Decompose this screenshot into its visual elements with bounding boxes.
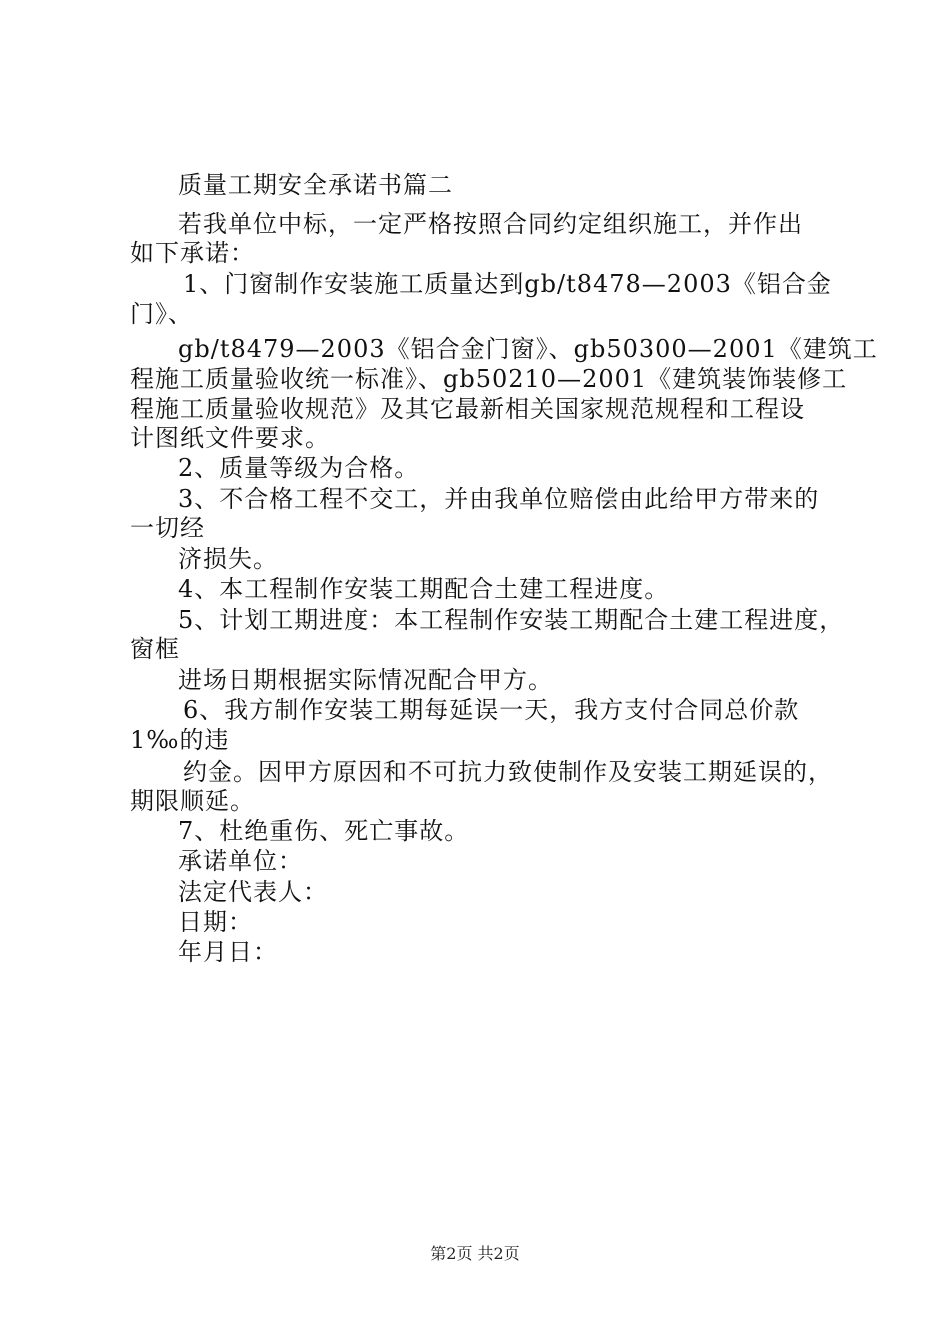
doc-line: 济损失。 [178,545,278,573]
doc-line: 4、本工程制作安装工期配合土建工程进度。 [178,575,670,603]
doc-line: 若我单位中标，一定严格按照合同约定组织施工，并作出 [178,210,803,238]
doc-line: 计图纸文件要求。 [130,424,330,452]
doc-line: 进场日期根据实际情况配合甲方。 [178,666,553,694]
legal-representative-label: 法定代表人： [178,878,328,906]
doc-line: 程施工质量验收统一标准》、gb50210—2001《建筑装饰装修工 [130,365,848,393]
year-month-day-label: 年月日： [178,938,278,966]
doc-line: 2、质量等级为合格。 [178,454,420,482]
doc-line: 1、门窗制作安装施工质量达到gb/t8478—2003《铝合金 [183,270,832,298]
doc-line: gb/t8479—2003《铝合金门窗》、gb50300—2001《建筑工 [178,335,878,363]
doc-line: 窗框 [130,635,180,663]
doc-line: 5、计划工期进度：本工程制作安装工期配合土建工程进度， [178,606,845,634]
doc-line: 程施工质量验收规范》及其它最新相关国家规范规程和工程设 [130,395,805,423]
doc-line: 约金。因甲方原因和不可抗力致使制作及安装工期延误的， [183,758,833,786]
date-label: 日期： [178,908,253,936]
doc-line: 1‰的违 [130,726,230,754]
doc-line: 期限顺延。 [130,787,255,815]
doc-line: 7、杜绝重伤、死亡事故。 [178,817,470,845]
doc-line: 6、我方制作安装工期每延误一天，我方支付合同总价款 [183,696,800,724]
doc-line: 一切经 [130,514,205,542]
doc-line: 3、不合格工程不交工，并由我单位赔偿由此给甲方带来的 [178,485,820,513]
doc-title: 质量工期安全承诺书篇二 [178,171,453,199]
doc-line: 如下承诺： [130,239,255,267]
signature-unit-label: 承诺单位： [178,847,303,875]
page-footer: 第2页 共2页 [430,1244,520,1263]
doc-line: 门》、 [130,300,193,328]
